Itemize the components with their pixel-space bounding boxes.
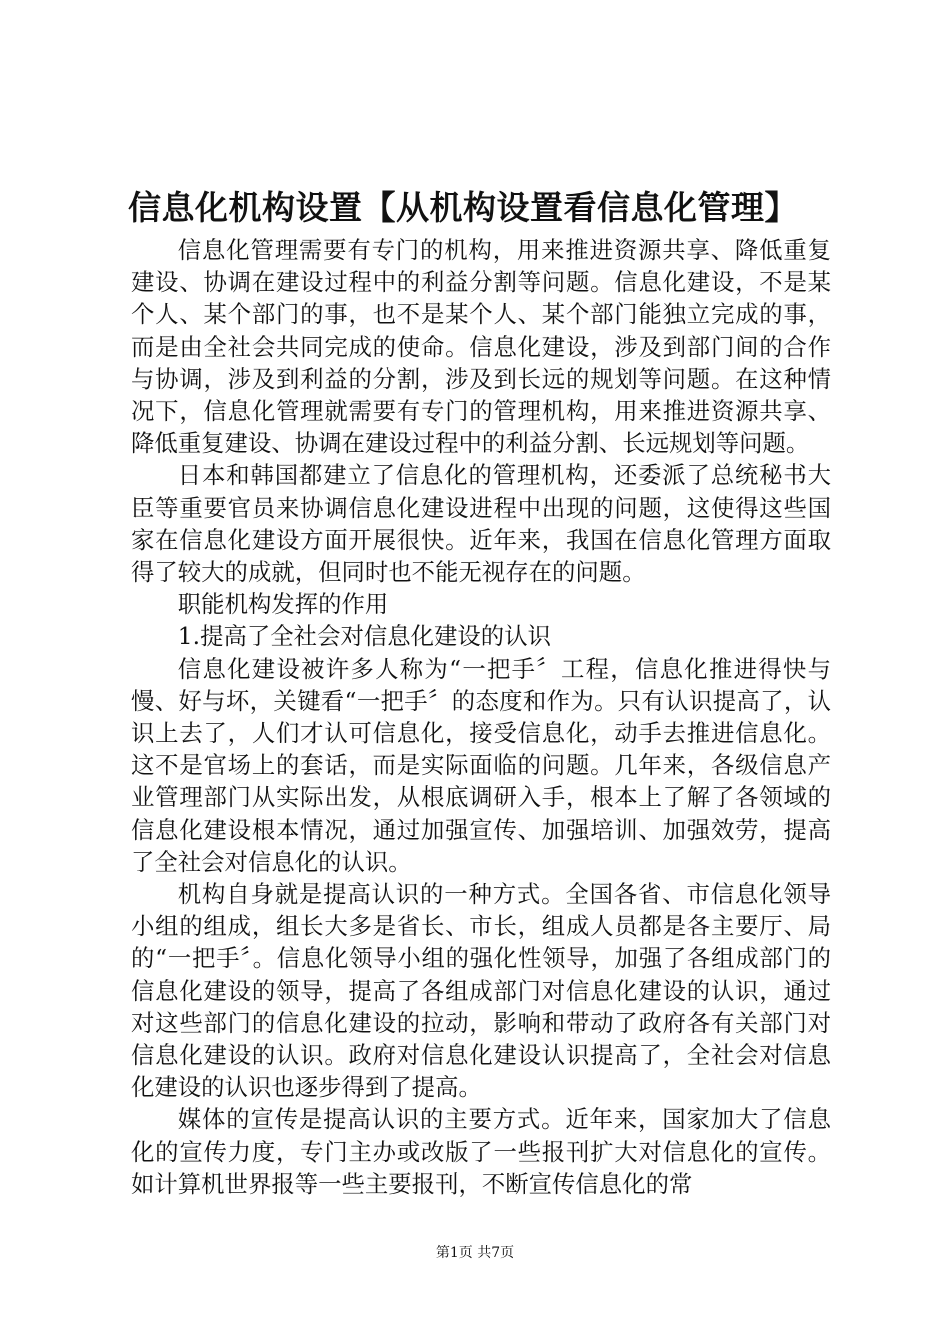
paragraph-japan-korea: 日本和韩国都建立了信息化的管理机构，还委派了总统秘书大臣等重要官员来协调信息化建设进程中出现的问题，这使得这些国家在信息化建设方面开展很快。近年来，我国在信息化管理方面取得了较大的成就，但同时也不能无视存在的问题。 xyxy=(131,461,831,587)
paragraph-leader-project: 信息化建设被许多人称为“一把手〞工程，信息化推进得快与慢、好与坏，关键看“一把手〞的态度和作为。只有认识提高了，认识上去了，人们才认可信息化，接受信息化，动手去推进信息化。这不是官场上的套话，而是实际面临的问题。几年来，各级信息产业管理部门从实际出发，从根底调研入手，根本上了解了各领域的信息化建设根本情况，通过加强宣传、加强培训、加强效劳，提高了全社会对信息化的认识。 xyxy=(131,654,831,876)
paragraph-media: 媒体的宣传是提高认识的主要方式。近年来，国家加大了信息化的宣传力度，专门主办或改版了一些报刊扩大对信息化的宣传。如计算机世界报等一些主要报刊，不断宣传信息化的常 xyxy=(131,1105,831,1198)
document-title: 信息化机构设置【从机构设置看信息化管理】 xyxy=(128,188,798,227)
subsection-heading-1: 1.提高了全社会对信息化建设的认识 xyxy=(177,622,551,651)
paragraph-institution: 机构自身就是提高认识的一种方式。全国各省、市信息化领导小组的组成，组长大多是省长、市长，组成人员都是各主要厅、局的“一把手〞。信息化领导小组的强化性领导，加强了各组成部门的信息化建设的领导，提高了各组成部门对信息化建设的认识，通过对这些部门的信息化建设的拉动，影响和带动了政府各有关部门对信息化建设的认识。政府对信息化建设认识提高了，全社会对信息化建设的认识也逐步得到了提高。 xyxy=(131,880,831,1102)
section-heading-role: 职能机构发挥的作用 xyxy=(177,590,389,619)
page-footer: 第1页 共7页 xyxy=(435,1245,515,1261)
document-body xyxy=(131,234,831,1200)
paragraph-intro: 信息化管理需要有专门的机构，用来推进资源共享、降低重复建设、协调在建设过程中的利益分割等问题。信息化建设，不是某个人、某个部门的事，也不是某个人、某个部门能独立完成的事，而是由全社会共同完成的使命。信息化建设，涉及到部门间的合作与协调，涉及到利益的分割，涉及到长远的规划等问题。在这种情况下，信息化管理就需要有专门的管理机构，用来推进资源共享、降低重复建设、协调在建设过程中的利益分割、长远规划等问题。 xyxy=(131,236,831,458)
